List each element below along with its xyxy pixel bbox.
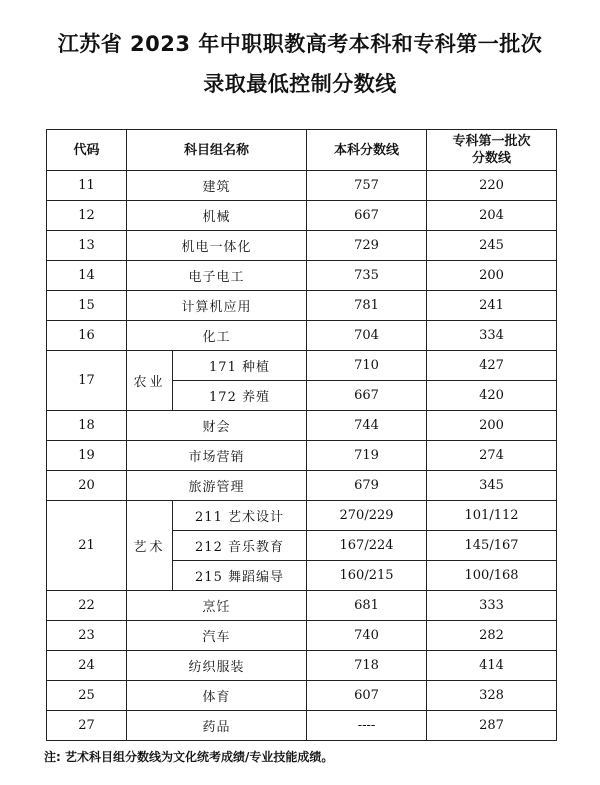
row-sub-name: 211 艺术设计 — [173, 501, 307, 531]
table-row — [47, 261, 557, 291]
row-group-name: 艺术 — [127, 501, 173, 591]
row-code: 13 — [47, 231, 127, 261]
row-junior: 427 — [427, 351, 557, 381]
row-code: 19 — [47, 441, 127, 471]
row-junior: 220 — [427, 171, 557, 201]
row-group-name: 农业 — [127, 351, 173, 411]
row-undergrad: 740 — [307, 621, 427, 651]
row-junior: 274 — [427, 441, 557, 471]
header-junior — [427, 130, 557, 171]
header-name: 科目组名称 — [127, 130, 307, 171]
row-name: 市场营销 — [127, 441, 307, 471]
row-code: 17 — [47, 351, 127, 411]
row-name: 化工 — [127, 321, 307, 351]
score-table — [46, 129, 557, 741]
row-code: 23 — [47, 621, 127, 651]
row-code: 18 — [47, 411, 127, 441]
row-name: 旅游管理 — [127, 471, 307, 501]
table-row — [47, 351, 557, 381]
row-undergrad: 718 — [307, 651, 427, 681]
row-name: 建筑 — [127, 171, 307, 201]
table-row — [47, 201, 557, 231]
table-row — [47, 321, 557, 351]
row-name: 机械 — [127, 201, 307, 231]
row-name: 纺织服装 — [127, 651, 307, 681]
row-name: 体育 — [127, 681, 307, 711]
header-junior-line-1: 专科第一批次 — [452, 134, 531, 149]
row-undergrad: ---- — [307, 711, 427, 741]
row-code: 14 — [47, 261, 127, 291]
row-name: 烹饪 — [127, 591, 307, 621]
row-undergrad: 744 — [307, 411, 427, 441]
header-undergrad: 本科分数线 — [307, 130, 427, 171]
row-junior: 241 — [427, 291, 557, 321]
row-undergrad: 160/215 — [307, 561, 427, 591]
table-row — [47, 501, 557, 531]
row-junior: 101/112 — [427, 501, 557, 531]
row-name: 药品 — [127, 711, 307, 741]
row-undergrad: 667 — [307, 381, 427, 411]
row-junior: 420 — [427, 381, 557, 411]
row-code: 25 — [47, 681, 127, 711]
header-code: 代码 — [47, 130, 127, 171]
header-junior-line-2: 分数线 — [472, 151, 512, 166]
row-sub-name: 215 舞蹈编导 — [173, 561, 307, 591]
row-junior: 200 — [427, 261, 557, 291]
row-undergrad: 729 — [307, 231, 427, 261]
table-row — [47, 441, 557, 471]
row-sub-name: 171 种植 — [173, 351, 307, 381]
row-code: 24 — [47, 651, 127, 681]
row-code: 15 — [47, 291, 127, 321]
row-junior: 100/168 — [427, 561, 557, 591]
row-undergrad: 607 — [307, 681, 427, 711]
table-row — [47, 291, 557, 321]
row-undergrad: 757 — [307, 171, 427, 201]
table-row — [47, 651, 557, 681]
row-undergrad: 167/224 — [307, 531, 427, 561]
table-row — [47, 411, 557, 441]
row-undergrad: 781 — [307, 291, 427, 321]
row-undergrad: 704 — [307, 321, 427, 351]
row-undergrad: 679 — [307, 471, 427, 501]
row-code: 22 — [47, 591, 127, 621]
row-undergrad: 719 — [307, 441, 427, 471]
row-code: 27 — [47, 711, 127, 741]
row-junior: 287 — [427, 711, 557, 741]
row-junior: 145/167 — [427, 531, 557, 561]
row-junior: 200 — [427, 411, 557, 441]
row-junior: 204 — [427, 201, 557, 231]
document-title-line-1: 江苏省 2023 年中职职教高考本科和专科第一批次 — [57, 32, 543, 56]
row-undergrad: 735 — [307, 261, 427, 291]
row-code: 16 — [47, 321, 127, 351]
table-row — [47, 591, 557, 621]
table-row — [47, 681, 557, 711]
table-row — [47, 471, 557, 501]
row-name: 汽车 — [127, 621, 307, 651]
row-name: 计算机应用 — [127, 291, 307, 321]
row-code: 12 — [47, 201, 127, 231]
row-sub-name: 172 养殖 — [173, 381, 307, 411]
row-code: 20 — [47, 471, 127, 501]
row-junior: 333 — [427, 591, 557, 621]
row-code: 21 — [47, 501, 127, 591]
table-row — [47, 621, 557, 651]
table-row — [47, 711, 557, 741]
row-junior: 345 — [427, 471, 557, 501]
row-code: 11 — [47, 171, 127, 201]
row-undergrad: 270/229 — [307, 501, 427, 531]
row-sub-name: 212 音乐教育 — [173, 531, 307, 561]
row-undergrad: 681 — [307, 591, 427, 621]
row-name: 机电一体化 — [127, 231, 307, 261]
row-name: 电子电工 — [127, 261, 307, 291]
row-undergrad: 667 — [307, 201, 427, 231]
row-junior: 282 — [427, 621, 557, 651]
row-junior: 334 — [427, 321, 557, 351]
table-header-row — [47, 130, 557, 171]
footnote: 注: 艺术科目组分数线为文化统考成绩/专业技能成绩。 — [44, 750, 334, 764]
row-junior: 414 — [427, 651, 557, 681]
row-name: 财会 — [127, 411, 307, 441]
row-junior: 328 — [427, 681, 557, 711]
table-row — [47, 171, 557, 201]
table-row — [47, 231, 557, 261]
row-undergrad: 710 — [307, 351, 427, 381]
document-title-line-2: 录取最低控制分数线 — [203, 72, 397, 96]
row-junior: 245 — [427, 231, 557, 261]
